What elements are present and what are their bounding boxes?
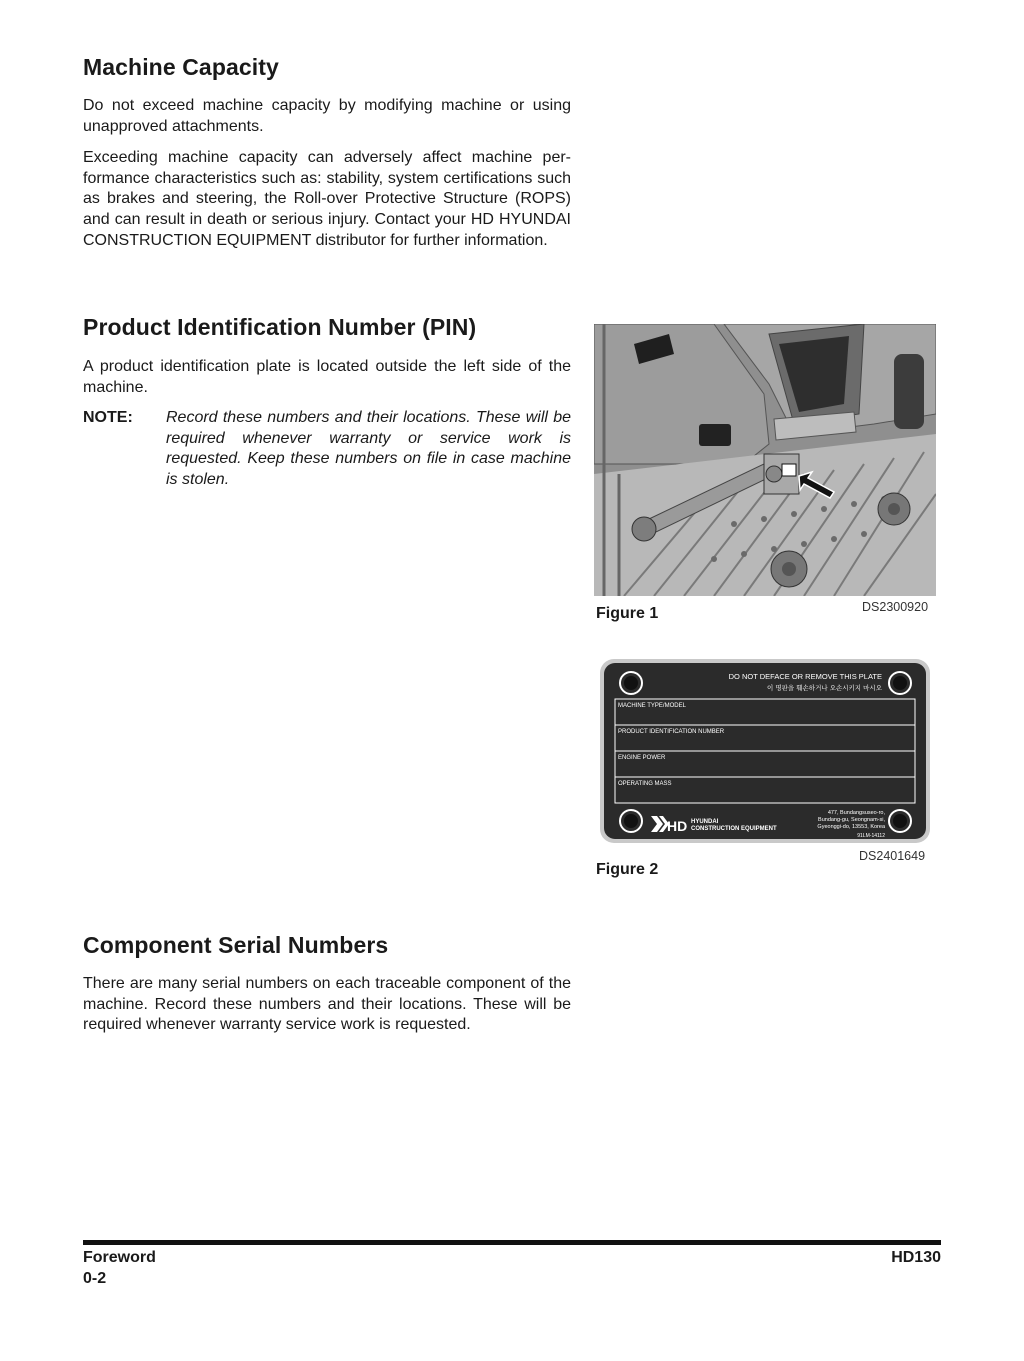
plate-warning-en: DO NOT DEFACE OR REMOVE THIS PLATE (728, 672, 882, 681)
paragraph-capacity-1: Do not exceed machine capacity by modifying machine or using unapproved attachments. (83, 97, 571, 135)
heading-machine-capacity: Machine Capacity (83, 54, 279, 80)
note-label: NOTE: (83, 409, 133, 426)
plate-field-4: OPERATING MASS (618, 781, 672, 787)
footer-rule (83, 1240, 941, 1245)
pin-plate-drawing (599, 658, 931, 844)
machine-side-illustration (594, 324, 936, 596)
note-text: Record these numbers and their locations. These will be required whenever warranty or service work is requested. Keep these numbers on file in case machine is stolen. (166, 409, 571, 489)
plate-brand: HD (667, 818, 688, 834)
footer-model: HD130 (891, 1249, 941, 1266)
plate-warning-kr: 이 명판을 훼손하거나 오손시키지 마시오 (766, 684, 882, 692)
heading-pin: Product Identification Number (PIN) (83, 314, 477, 340)
footer-page-number: 0-2 (83, 1270, 107, 1287)
plate-field-2: PRODUCT IDENTIFICATION NUMBER (618, 729, 725, 735)
paragraph-component-serials: There are many serial numbers on each traceable component of the machine. Record these numbers and their locations. These will be required whenever warranty service work is requested. (83, 975, 571, 1034)
plate-brand-line2: CONSTRUCTION EQUIPMENT (691, 826, 777, 832)
plate-field-1: MACHINE TYPE/MODEL (618, 703, 686, 709)
figure-2-code: DS2401649 (859, 849, 926, 863)
heading-component-serials: Component Serial Numbers (83, 932, 389, 958)
plate-part-number: 91LM-14112 (857, 833, 885, 839)
figure-1-machine-illustration (594, 324, 936, 596)
paragraph-pin-1: A product identification plate is located outside the left side of the machine. (83, 358, 571, 396)
plate-address-1: 477, Bundangsuseo-ro, (827, 810, 885, 816)
paragraph-capacity-2: Exceeding machine capacity can adversely affect machine per-formance characteristics such as: stability, system certifications such as brakes and steering, the Roll-over Protective Structure (ROPS) and can result in death or serious injury. Contact your HD HYUNDAI CONSTRUCTION EQUIPMENT distributor for further information. (83, 149, 571, 249)
plate-address-2: Bundang-gu, Seongnam-si, (818, 817, 885, 823)
plate-address-3: Gyeonggi-do, 13553, Korea (817, 824, 885, 830)
figure-2-label: Figure 2 (596, 861, 659, 878)
plate-brand-line1: HYUNDAI (691, 819, 719, 825)
plate-field-3: ENGINE POWER (618, 755, 666, 761)
footer-section: Foreword (83, 1249, 156, 1266)
figure-1-label: Figure 1 (596, 605, 659, 622)
figure-2-plate (599, 658, 931, 844)
figure-1-code: DS2300920 (862, 600, 929, 614)
note-block (83, 408, 571, 491)
